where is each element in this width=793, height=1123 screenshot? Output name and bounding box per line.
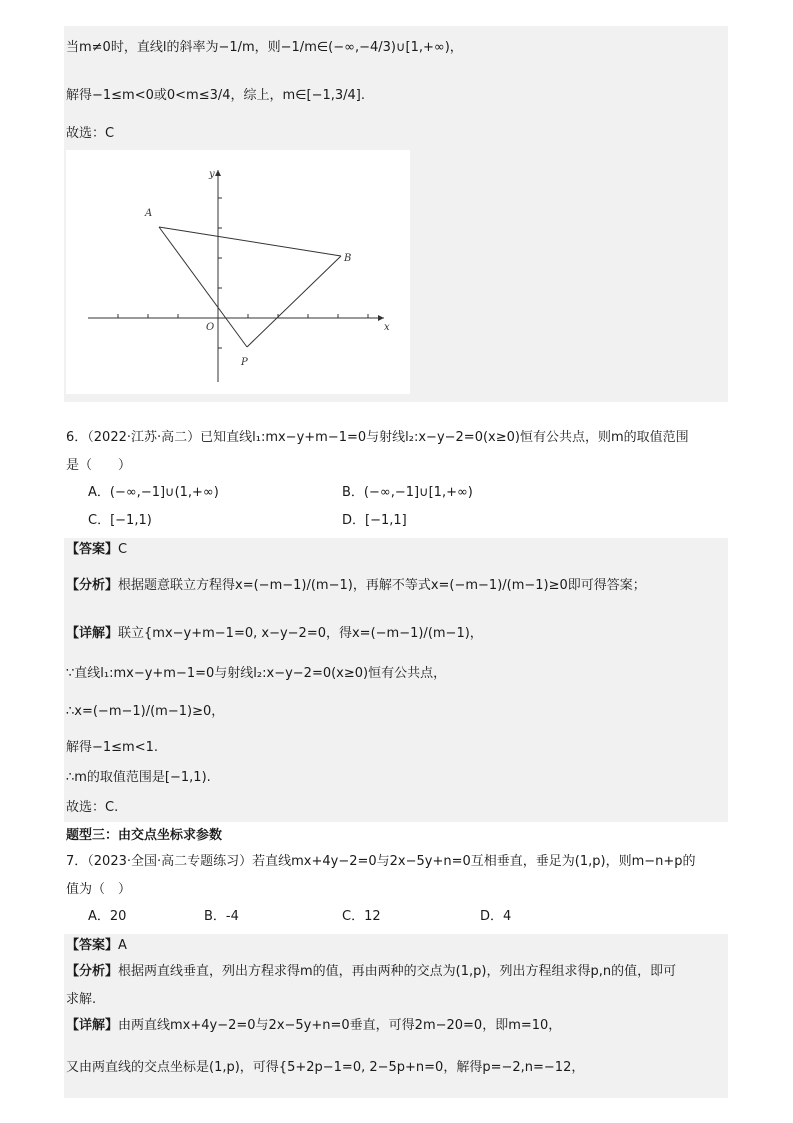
q6-answer-value: C	[118, 542, 128, 557]
q6-detail-1-text: 联立{mx−y+m−1=0, x−y−2=0，得x=(−m−1)/(m−1)，	[118, 626, 483, 641]
q6-option-c: C．[−1,1)	[88, 513, 152, 528]
q6-option-a: A．(−∞,−1]∪(1,+∞)	[88, 485, 219, 500]
label-y: y	[209, 169, 215, 180]
q6-analysis	[66, 576, 646, 596]
q6-detail-line-4: 解得−1≤m<1.	[66, 740, 159, 755]
q7-analysis-line-1	[66, 962, 676, 982]
q6-stem-line-1: 6．（2022·江苏·高二）已知直线l₁:mx−y+m−1=0与射线l₂:x−y−2=0(x≥0)恒有公共点，则m的取值范围	[66, 430, 689, 445]
q7-option-a: A．20	[88, 909, 127, 924]
q7-stem-line-2: 值为（ ）	[66, 882, 132, 897]
label-O: O	[206, 322, 215, 333]
q6-detail-line-3: ∴x=(−m−1)/(m−1)≥0，	[66, 704, 225, 719]
q7-answer-value: A	[118, 938, 127, 953]
q6-option-d: D．[−1,1]	[342, 513, 407, 528]
segment-AB	[159, 227, 341, 256]
label-P: P	[241, 357, 248, 368]
segment-AP	[159, 227, 247, 347]
q6-detail-line-1	[66, 624, 483, 644]
q6-detail-line-5: ∴m的取值范围是[−1,1).	[66, 770, 211, 785]
q7-analysis-line-2: 求解.	[66, 992, 97, 1007]
q6-analysis-tag: 【分析】	[66, 578, 119, 593]
q7-analysis-1-text: 根据两直线垂直，列出方程求得m的值，再由两种的交点为(1,p)，列出方程组求得p,n的值，即可	[118, 964, 677, 979]
q6-detail-line-6: 故选：C.	[66, 800, 119, 815]
q7-option-c: C．12	[342, 909, 381, 924]
q7-detail-1-text: 由两直线mx+4y−2=0与2x−5y+n=0垂直，可得2m−20=0，即m=10，	[118, 1018, 562, 1033]
q7-detail-line-1	[66, 1016, 561, 1036]
q6-stem-line-2: 是（ ）	[66, 458, 132, 473]
label-B: B	[344, 253, 352, 264]
geometry-figure	[66, 150, 410, 394]
solution-line-3: 故选：C	[66, 126, 115, 141]
q6-answer-tag: 【答案】	[66, 542, 119, 557]
q7-analysis-tag: 【分析】	[66, 964, 119, 979]
section-title: 题型三：由交点坐标求参数	[66, 828, 223, 843]
q7-option-b: B．-4	[204, 909, 239, 924]
solution-line-1: 当m≠0时，直线l的斜率为−1/m，则−1/m∈(−∞,−4/3)∪[1,+∞)，	[66, 40, 463, 55]
q7-answer-tag: 【答案】	[66, 938, 119, 953]
y-ticks	[218, 198, 222, 348]
x-ticks	[118, 314, 368, 318]
segment-BP	[247, 256, 341, 347]
q7-answer	[66, 936, 127, 956]
q6-analysis-text: 根据题意联立方程得x=(−m−1)/(m−1)，再解不等式x=(−m−1)/(m−1)≥0即可得答案；	[118, 578, 646, 593]
q6-detail-line-2: ∵直线l₁:mx−y+m−1=0与射线l₂:x−y−2=0(x≥0)恒有公共点，	[66, 666, 447, 681]
q7-stem-line-1: 7．（2023·全国·高二专题练习）若直线mx+4y−2=0与2x−5y+n=0互相垂直，垂足为(1,p)，则m−n+p的	[66, 854, 696, 869]
coordinate-plot	[66, 150, 410, 394]
label-x: x	[384, 322, 390, 333]
label-A: A	[145, 208, 153, 219]
q6-option-b: B．(−∞,−1]∪[1,+∞)	[342, 485, 473, 500]
x-axis-arrow	[378, 315, 384, 321]
q7-option-d: D．4	[480, 909, 512, 924]
y-axis-arrow	[215, 170, 221, 176]
solution-line-2: 解得−1≤m<0或0<m≤3/4，综上，m∈[−1,3/4].	[66, 88, 366, 103]
q7-detail-tag: 【详解】	[66, 1018, 119, 1033]
q6-answer	[66, 540, 127, 560]
q7-detail-line-2: 又由两直线的交点坐标是(1,p)，可得{5+2p−1=0, 2−5p+n=0，解得p=−2,n=−12，	[66, 1060, 585, 1075]
q6-detail-tag: 【详解】	[66, 626, 119, 641]
